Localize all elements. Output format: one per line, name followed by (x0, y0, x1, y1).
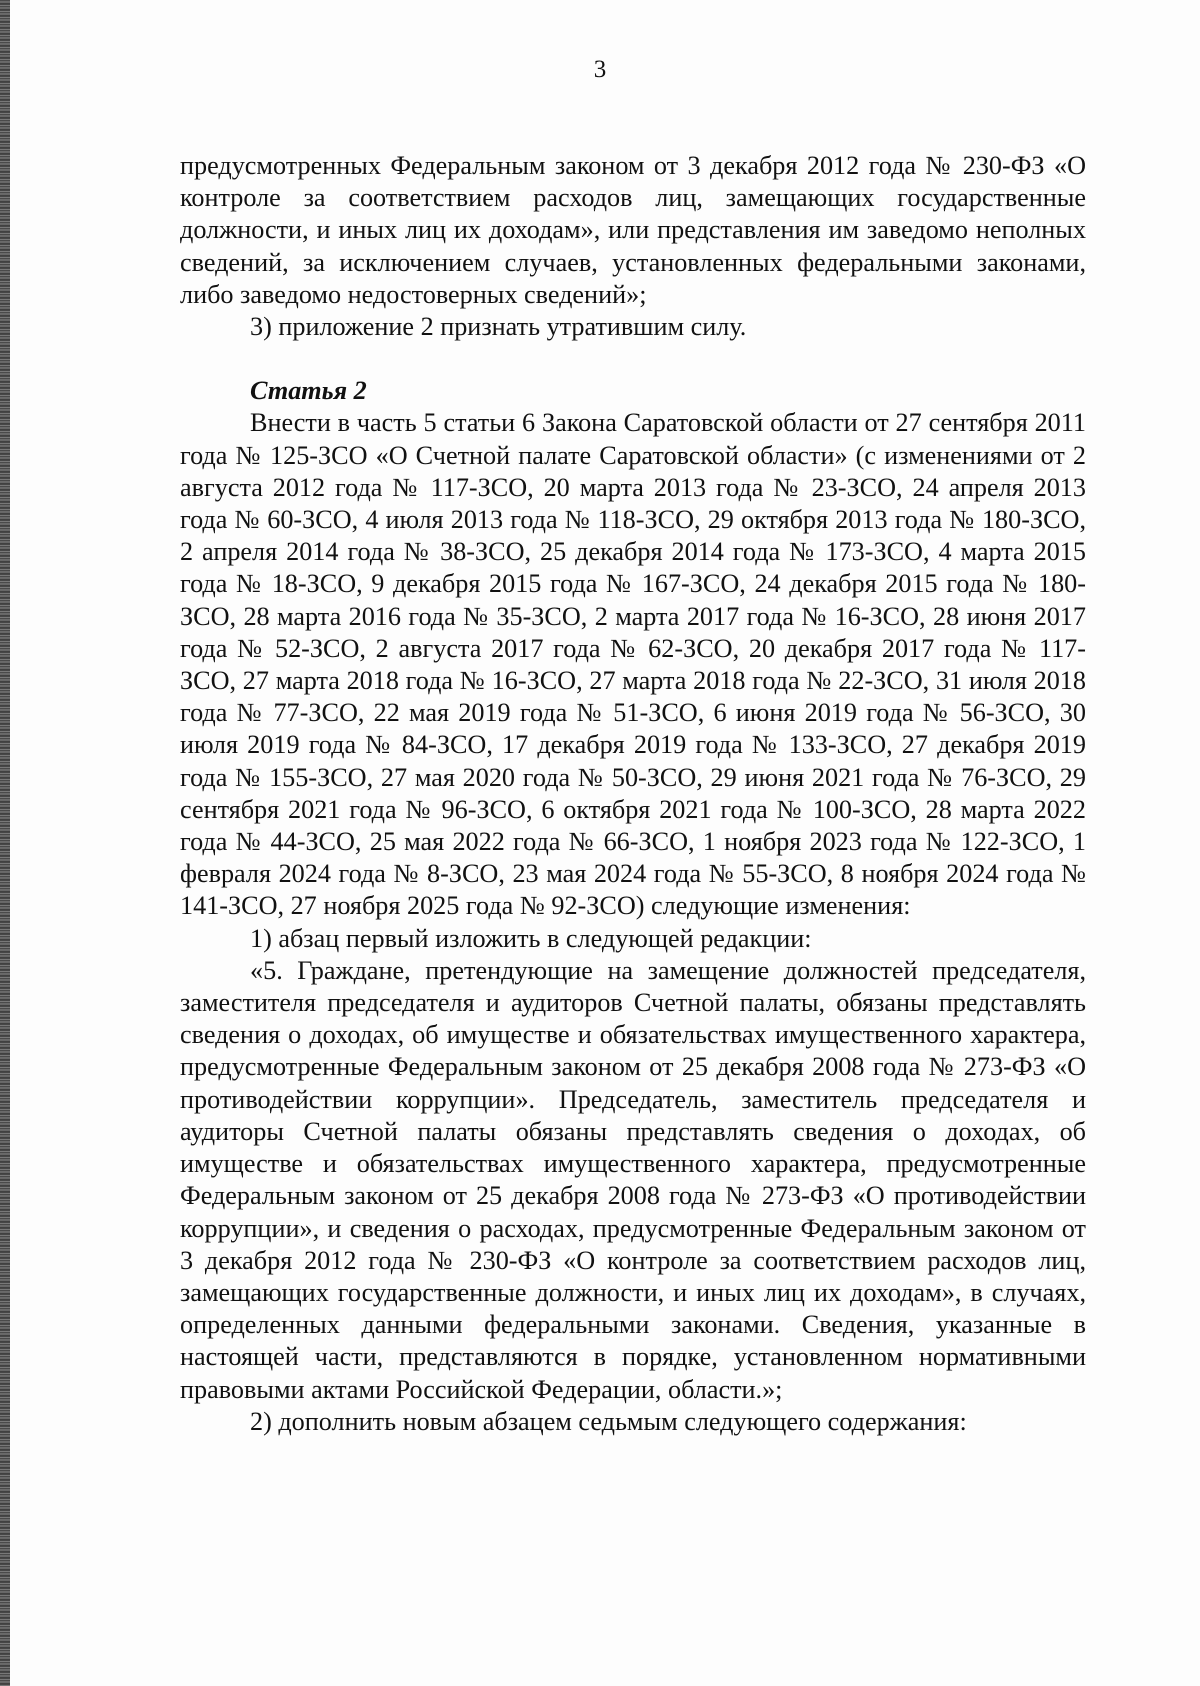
page-number: 3 (593, 56, 607, 83)
paragraph-quoted-part-5: «5. Граждане, претендующие на замещение должностей председателя, заместителя председателя и аудиторов Счетной палаты, обязаны представлять сведения о доходах, об имуществе и обязательствах имущественного характера, предусмотренные Федеральным законом от 25 декабря 2008 года № 273-ФЗ «О противодействии коррупции». Председатель, заместитель председателя и аудиторы Счетной палаты обязаны представлять сведения о доходах, об имуществе и обязательствах имущественного характера, предусмотренные Федеральным законом от 25 декабря 2008 года № 273-ФЗ «О противодействии коррупции», и сведения о расходах, предусмотренные Федеральным законом от 3 декабря 2012 года № 230-ФЗ «О контроле за соответствием расходов лиц, замещающих государственные должности, и иных лиц их доходам», в случаях, определенных данными федеральными законами. Сведения, указанные в настоящей части, представляются в порядке, установленном нормативными правовыми актами Российской Федерации, области.»; (180, 955, 1086, 1404)
article-heading: Статья 2 (250, 376, 367, 406)
document-body (180, 150, 1086, 1438)
paragraph-item-3: 3) приложение 2 признать утратившим силу. (250, 312, 747, 342)
paragraph-item-1: 1) абзац первый изложить в следующей редакции: (250, 923, 812, 953)
paragraph-item-2: 2) дополнить новым абзацем седьмым следующего содержания: (250, 1406, 967, 1436)
paragraph-article-2-intro: Внести в часть 5 статьи 6 Закона Саратовской области от 27 сентября 2011 года № 125-ЗСО «О Счетной палате Саратовской области» (с изменениями от 2 августа 2012 года № 117-ЗСО, 20 марта 2013 года № 23-ЗСО, 24 апреля 2013 года № 60-ЗСО, 4 июля 2013 года № 118-ЗСО, 29 октября 2013 года № 180-ЗСО, 2 апреля 2014 года № 38-ЗСО, 25 декабря 2014 года № 173-ЗСО, 4 марта 2015 года № 18-ЗСО, 9 декабря 2015 года № 167-ЗСО, 24 декабря 2015 года № 180-ЗСО, 28 марта 2016 года № 35-ЗСО, 2 марта 2017 года № 16-ЗСО, 28 июня 2017 года № 52-ЗСО, 2 августа 2017 года № 62-ЗСО, 20 декабря 2017 года № 117-ЗСО, 27 марта 2018 года № 16-ЗСО, 27 марта 2018 года № 22-ЗСО, 31 июля 2018 года № 77-ЗСО, 22 мая 2019 года № 51-ЗСО, 6 июня 2019 года № 56-ЗСО, 30 июля 2019 года № 84-ЗСО, 17 декабря 2019 года № 133-ЗСО, 27 декабря 2019 года № 155-ЗСО, 27 мая 2020 года № 50-ЗСО, 29 июня 2021 года № 76-ЗСО, 29 сентября 2021 года № 96-ЗСО, 6 октября 2021 года № 100-ЗСО, 28 марта 2022 года № 44-ЗСО, 25 мая 2022 года № 66-ЗСО, 1 ноября 2023 года № 122-ЗСО, 1 февраля 2024 года № 8-ЗСО, 23 мая 2024 года № 55-ЗСО, 8 ноября 2024 года № 141-ЗСО, 27 ноября 2025 года № 92-ЗСО) следующие изменения: (180, 408, 1086, 921)
scan-edge (0, 0, 10, 1686)
paragraph-continuation: предусмотренных Федеральным законом от 3 декабря 2012 года № 230-ФЗ «О контроле за соответствием расходов лиц, замещающих государственные должности, и иных лиц их доходам», или представления им заведомо неполных сведений, за исключением случаев, установленных федеральными законами, либо заведомо недостоверных сведений»; (180, 151, 1086, 309)
